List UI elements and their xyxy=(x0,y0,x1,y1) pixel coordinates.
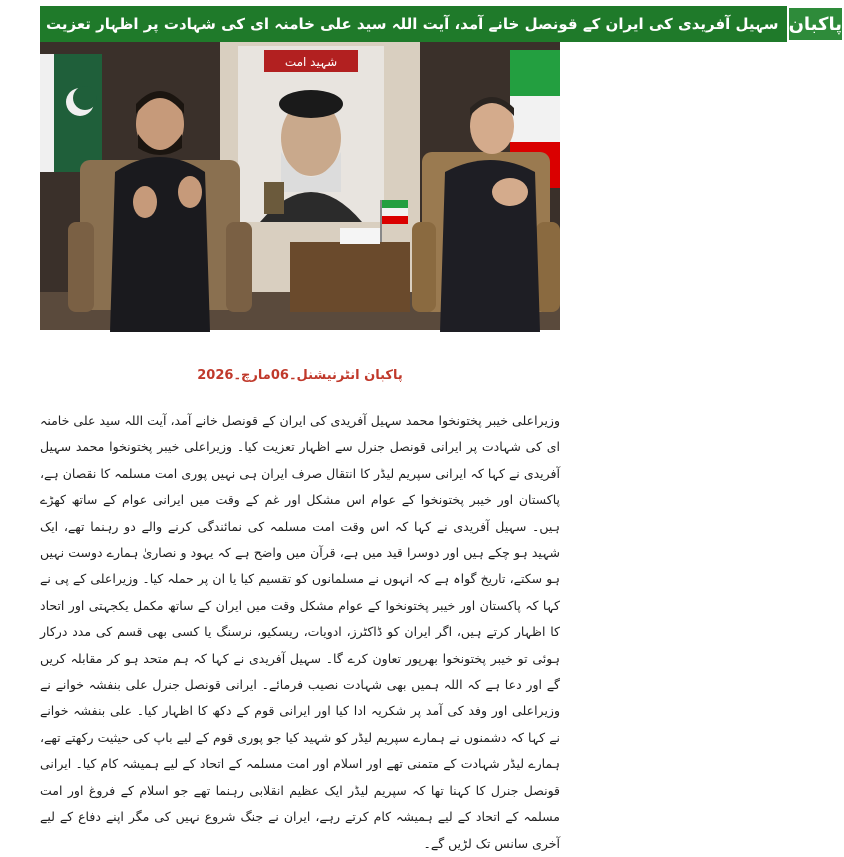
news-photo xyxy=(40,42,560,330)
headline-bar xyxy=(40,6,843,42)
headline-text: سہیل آفریدی کی ایران کے قونصل خانے آمد، آیت اللہ سید علی خامنہ ای کی شہادت پر اظہار تعزیت xyxy=(40,6,787,42)
pakistan-flag xyxy=(40,54,102,172)
brand-logo: پاکبان xyxy=(787,6,844,42)
dateline-text: پاکبان انٹرنیشنل۔06مارچ۔2026 xyxy=(197,368,403,383)
portrait-banner xyxy=(238,46,384,222)
banner-text: شہید امت xyxy=(284,55,338,69)
dateline xyxy=(0,364,600,383)
article-body: وزیراعلی خیبر پختونخوا محمد سہیل آفریدی کی ایران کے قونصل خانے آمد، آیت اللہ سید علی خامنہ ای کی شہادت پر ایرانی قونصل جنرل سے اظہار تعزیت کیا۔ وزیراعلی خیبر پختونخوا محمد سہیل آفریدی نے کہا کہ ایرانی سپریم لیڈر کا انتقال صرف ایران ہی نہیں پوری امت مسلمہ کا نقصان ہے، پاکستان اور خیبر پختونخوا کے عوام اس مشکل اور غم کے وقت میں ایرانی عوام کے ساتھ کھڑے ہیں۔ سہیل آفریدی نے کہا کہ اس وقت امت مسلمہ کی نمائندگی کرنے والے دو رہنما تھے، ایک شہید ہو چکے ہیں اور دوسرا قید میں ہے، قرآن میں واضح ہے کہ یہود و نصاریٰ ہمارے دوست نہیں ہو سکتے، تاریخ گواہ ہے کہ انہوں نے مسلمانوں کو تقسیم کیا یا ان پر حملہ کیا۔ وزیراعلی کے پی نے کہا کہ پاکستان اور خیبر پختونخوا کے عوام مشکل وقت میں ایران کے ساتھ مکمل یکجہتی اور اتحاد کا اظہار کرتے ہیں، اگر ایران کو ڈاکٹرز، ادویات، ریسکیو، نرسنگ یا کسی بھی قسم کی مدد درکار ہوئی تو خیبر پختونخوا بھرپور تعاون کرے گا۔ سہیل آفریدی نے کہا کہ ہم متحد ہو کر مقابلہ کریں گے اور دعا ہے کہ اللہ ہمیں بھی شہادت نصیب فرمائے۔ ایرانی قونصل جنرل علی بنفشہ خوانے نے وزیراعلی اور وفد کی آمد پر شکریہ ادا کیا اور ایرانی قوم کے دکھ کا اظہار کیا۔ علی بنفشہ خوانے نے کہا کہ دشمنوں نے ہمارے سپریم لیڈر کو شہید کیا جو پوری قوم کے لیے باپ کی حیثیت رکھتے تھے، ہمارے لیڈر شہادت کے متمنی تھے اور اسلام اور امت مسلمہ کے اتحاد کے لیے ہمیشہ کام کیا۔ ایرانی قونصل جنرل کا کہنا تھا کہ سپریم لیڈر ایک عظیم انقلابی رہنما تھے جو اسلام کے فروغ اور امت مسلمہ کے اتحاد کے لیے ہمیشہ کام کرتے رہے، ایران نے جنگ شروع نہیں کی مگر اپنے دفاع کے لیے آخری سانس تک لڑیں گے۔ xyxy=(40,413,560,851)
